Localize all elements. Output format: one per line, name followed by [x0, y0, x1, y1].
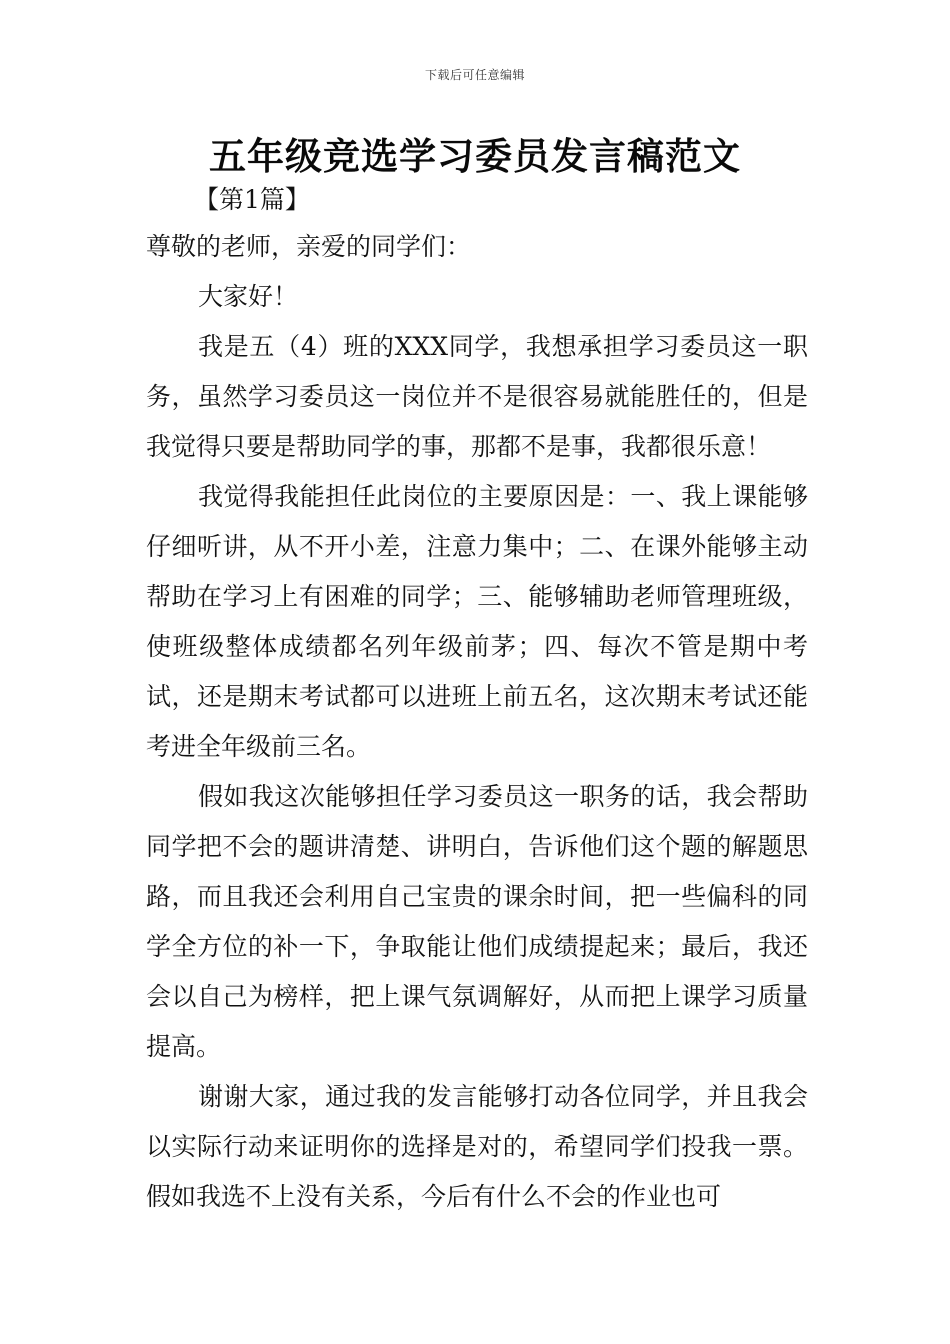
paragraph: 假如我这次能够担任学习委员这一职务的话，我会帮助同学把不会的题讲清楚、讲明白，告诉他们这个题的解题思路，而且我还会利用自己宝贵的课余时间，把一些偏科的同学全方位的补一下，争取能让他们成绩提起来；最后，我还会以自己为榜样，把上课气氛调解好，从而把上课学习质量提高。: [146, 782, 808, 1061]
paragraph: 我觉得我能担任此岗位的主要原因是：一、我上课能够仔细听讲，从不开小差，注意力集中；二、在课外能够主动帮助在学习上有困难的同学；三、能够辅助老师管理班级，使班级整体成绩都名列年级前茅；四、每次不管是期中考试，还是期末考试都可以进班上前五名，这次期末考试还能考进全年级前三名。: [146, 482, 808, 761]
document-title: 五年级竞选学习委员发言稿范文: [209, 135, 741, 178]
paragraph: 我是五（4）班的XXX同学，我想承担学习委员这一职务，虽然学习委员这一岗位并不是很容易就能胜任的，但是我觉得只要是帮助同学的事，那都不是事，我都很乐意！: [146, 332, 808, 461]
section-tag: 【第1篇】: [194, 185, 310, 214]
salutation: 尊敬的老师，亲爱的同学们：: [146, 232, 472, 261]
paragraph: 谢谢大家，通过我的发言能够打动各位同学，并且我会以实际行动来证明你的选择是对的，希望同学们投我一票。假如我选不上没有关系，今后有什么不会的作业也可: [146, 1082, 808, 1211]
body-text: [146, 222, 808, 1222]
greeting: 大家好！: [198, 282, 299, 311]
header-note: 下载后可任意编辑: [424, 68, 525, 82]
